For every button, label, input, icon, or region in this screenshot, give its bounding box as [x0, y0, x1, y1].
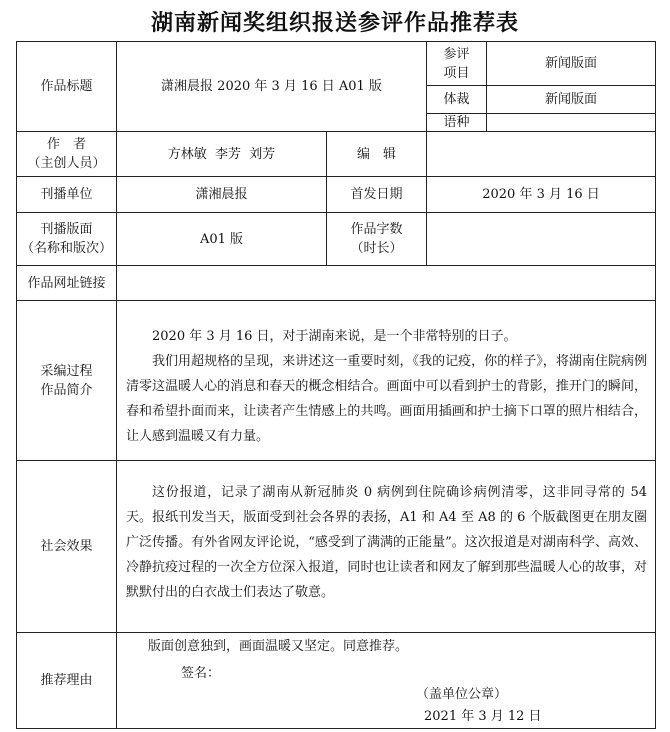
language-value	[487, 114, 655, 131]
url-label: 作品网址链接	[27, 275, 106, 291]
form-title: 湖南新闻奖组织报送参评作品推荐表	[150, 11, 519, 36]
reason-label: 推荐理由	[40, 673, 93, 688]
process-paragraph: 2020 年 3 月 16 日，对于湖南来说，是一个非常特别的日子。	[152, 329, 517, 344]
genre-label: 体裁	[443, 92, 470, 107]
page-label	[17, 213, 116, 265]
word-count-value	[427, 213, 655, 265]
genre-value: 新闻版面	[544, 92, 597, 107]
work-title-value: 潇湘晨报 2020 年 3 月 16 日 A01 版	[161, 79, 382, 94]
author-label-line1: 作 者	[46, 137, 86, 152]
publisher-value: 潇湘晨报	[195, 187, 248, 202]
stamp-note: （盖单位公章）	[416, 687, 508, 702]
word-count-label	[327, 213, 426, 265]
process-label	[17, 301, 116, 460]
page-label-line1: 刊播版面	[40, 222, 93, 237]
process-label-line1: 采编过程	[40, 363, 93, 379]
effect-text	[126, 480, 647, 605]
first-date-label: 首发日期	[350, 187, 403, 202]
process-paragraph: 我们用超规格的呈现，来讲述这一重要时刻，《我的记疫，你的样子》，将湖南住院病例清零这温暖人心的消息和春天的概念相结合。画面中可以看到护士的背影，推开门的瞬间，春和希望扑面而来，让读者产生情感上的共鸣。画面用插画和护士摘下口罩的照片相结合，让人感到温暖又有力量。	[126, 354, 647, 444]
language-label: 语种	[443, 115, 470, 130]
url-value	[117, 266, 655, 300]
editor-label: 编 辑	[356, 146, 396, 162]
category-label-line2: 项目	[443, 65, 470, 81]
author-label-line2: （主创人员）	[27, 156, 106, 171]
publisher-label: 刊播单位	[40, 187, 93, 202]
recommend-date: 2021 年 3 月 12 日	[424, 709, 542, 724]
editor-value	[427, 132, 655, 176]
author-label	[17, 132, 116, 176]
effect-label: 社会效果	[40, 539, 93, 554]
work-title-label: 作品标题	[40, 79, 93, 94]
page-label-line2: （名称和版次）	[20, 241, 112, 256]
category-label-line1: 参评	[443, 46, 470, 62]
signature-label: 签名：	[181, 666, 221, 681]
reason-text: 版面创意独到，画面温暖又坚定。同意推荐。	[148, 639, 409, 654]
author-value: 方林敏 李芳 刘芳	[167, 146, 276, 162]
word-count-label-line1: 作品字数	[350, 222, 403, 237]
process-text	[126, 324, 647, 449]
category-label	[427, 42, 486, 85]
first-date-value: 2020 年 3 月 16 日	[482, 187, 600, 202]
page-value: A01 版	[199, 231, 244, 247]
category-value: 新闻版面	[544, 56, 597, 71]
process-label-line2: 作品简介	[40, 382, 93, 398]
effect-paragraph: 这份报道，记录了湖南从新冠肺炎 0 病例到住院确诊病例清零，这非同寻常的 54 天。报纸刊发当天，版面受到社会各界的表扬，A1 和 A4 至 A8 的 6 个版截图更在朋友圈广泛传播。有外省网友评论说，“感受到了满满的正能量”。这次报道是对湖南科学、高效、冷静抗疫过程的一次全方位深入报道，同时也让读者和网友了解到那些温暖人心的故事，对默默付出的白衣战士们表达了敬意。	[126, 485, 647, 600]
table-rule	[655, 41, 656, 729]
table-rule	[16, 728, 656, 729]
word-count-label-line2: （时长）	[350, 241, 403, 256]
